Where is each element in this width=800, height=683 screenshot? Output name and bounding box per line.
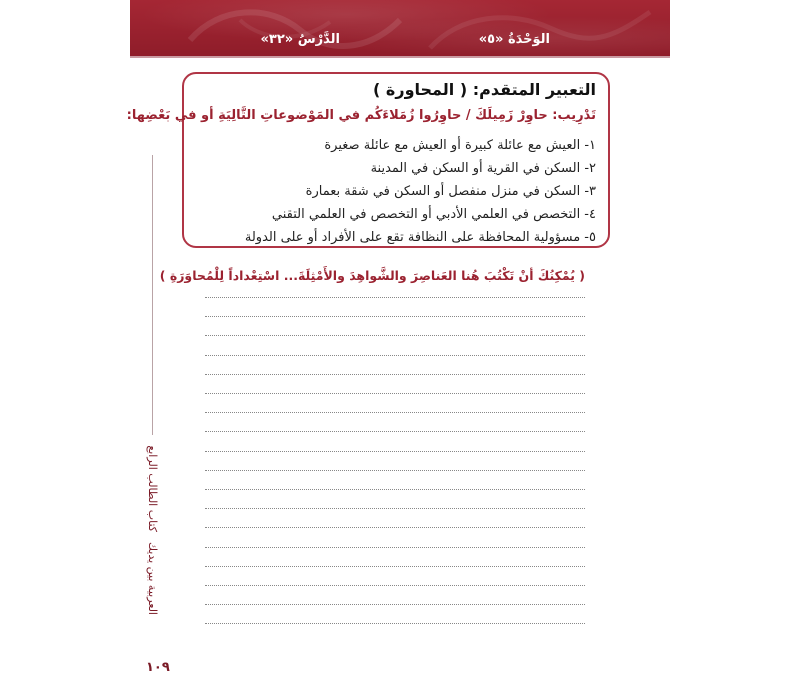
writing-line[interactable] — [205, 431, 585, 432]
header-divider — [130, 56, 670, 58]
writing-note: ( يُمْكِنُكَ أنْ تَكْتُبَ هُنا العَناصِرَ والشَّواهِدَ والأَمْثِلَةَ... اسْتِعْداداً لِلْمُحاوَرَةِ ) — [159, 268, 585, 283]
side-running-title — [143, 155, 163, 615]
writing-line[interactable] — [205, 297, 585, 298]
writing-line[interactable] — [205, 316, 585, 317]
writing-area[interactable] — [205, 293, 585, 633]
exercise-title: التعبير المتقدم: ( المحاورة ) — [373, 80, 596, 99]
writing-line[interactable] — [205, 585, 585, 586]
exercise-box — [126, 72, 610, 248]
header-ornament — [130, 0, 670, 58]
writing-line[interactable] — [205, 489, 585, 490]
writing-line[interactable] — [205, 451, 585, 452]
writing-line[interactable] — [205, 374, 585, 375]
page-number: ١٠٩ — [146, 660, 170, 675]
book-part: كتاب الطالب الرابع — [146, 445, 160, 533]
writing-line[interactable] — [205, 566, 585, 567]
writing-line[interactable] — [205, 470, 585, 471]
topic-item: ٤- التخصص في العلمي الأدبي أو التخصص في العلمي التقني — [271, 207, 596, 222]
book-title: العربية بين يديك — [146, 542, 160, 615]
topic-item: ٣- السكن في منزل منفصل أو السكن في شقة بعمارة — [305, 184, 596, 199]
writing-line[interactable] — [205, 335, 585, 336]
unit-label: الوَحْدَةُ «٥» — [478, 32, 550, 47]
lesson-label: الدَّرْسُ «٣٢» — [260, 32, 340, 47]
writing-line[interactable] — [205, 604, 585, 605]
topic-item: ٢- السكن في القرية أو السكن في المدينة — [370, 161, 596, 176]
writing-line[interactable] — [205, 393, 585, 394]
page-header — [130, 0, 670, 58]
topic-item: ٥- مسؤولية المحافظة على النظافة تقع على الأفراد أو على الدولة — [244, 230, 596, 245]
writing-line[interactable] — [205, 508, 585, 509]
writing-line[interactable] — [205, 547, 585, 548]
writing-line[interactable] — [205, 355, 585, 356]
topic-item: ١- العيش مع عائلة كبيرة أو العيش مع عائلة صغيرة — [324, 138, 596, 153]
exercise-instruction: تَدْرِيب: حاوِرْ زَمِيلَكَ / حاوِرُوا زُمَلاءَكُم في المَوْضوعاتِ التَّالِيَةِ أو في بَعْضِها: — [126, 108, 596, 123]
side-rule — [153, 155, 154, 435]
writing-line[interactable] — [205, 527, 585, 528]
topic-list — [245, 134, 596, 249]
writing-line[interactable] — [205, 412, 585, 413]
writing-line[interactable] — [205, 623, 585, 624]
